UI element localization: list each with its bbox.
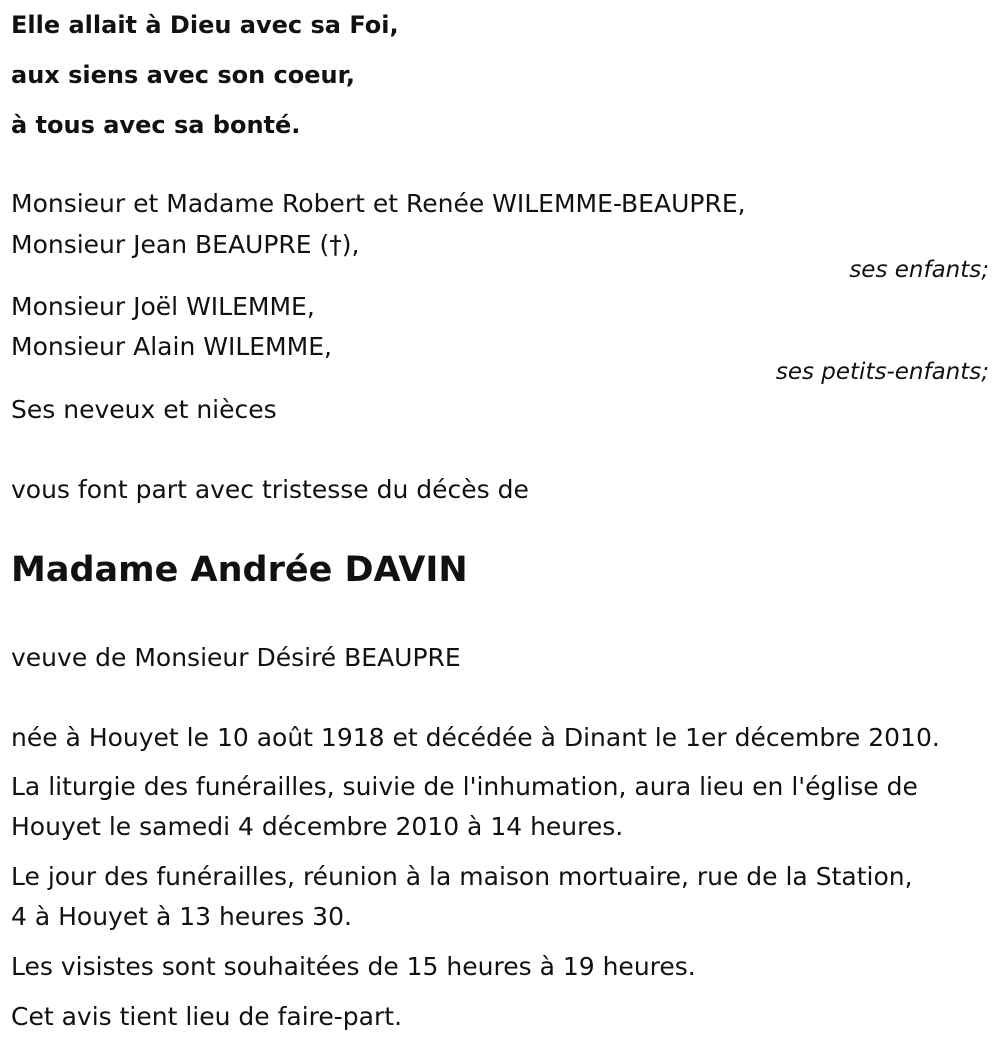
announcement-line: vous font part avec tristesse du décès de xyxy=(11,475,529,504)
detail-line-6: Les visistes sont souhaitées de 15 heures à 19 heures. xyxy=(11,952,696,981)
child-name-2: Monsieur Jean BEAUPRE (†), xyxy=(11,230,360,259)
epigraph-line-1: Elle allait à Dieu avec sa Foi, xyxy=(11,11,399,39)
detail-line-5: 4 à Houyet à 13 heures 30. xyxy=(11,902,352,931)
child-name-1: Monsieur et Madame Robert et Renée WILEMME-BEAUPRE, xyxy=(11,189,746,218)
deceased-name: Madame Andrée DAVIN xyxy=(11,550,468,590)
grandchild-name-1: Monsieur Joël WILEMME, xyxy=(11,292,315,321)
detail-line-4: Le jour des funérailles, réunion à la maison mortuaire, rue de la Station, xyxy=(11,862,913,891)
relatives-line: Ses neveux et nièces xyxy=(11,395,277,424)
children-role: ses enfants; xyxy=(849,257,989,283)
detail-line-2: La liturgie des funérailles, suivie de l'inhumation, aura lieu en l'église de xyxy=(11,772,918,801)
detail-line-3: Houyet le samedi 4 décembre 2010 à 14 heures. xyxy=(11,812,624,841)
epigraph-line-3: à tous avec sa bonté. xyxy=(11,111,301,139)
grandchild-name-2: Monsieur Alain WILEMME, xyxy=(11,332,332,361)
detail-line-7: Cet avis tient lieu de faire-part. xyxy=(11,1002,403,1031)
grandchildren-role: ses petits-enfants; xyxy=(775,359,989,385)
widow-of-line: veuve de Monsieur Désiré BEAUPRE xyxy=(11,643,461,672)
detail-line-1: née à Houyet le 10 août 1918 et décédée à Dinant le 1er décembre 2010. xyxy=(11,723,940,752)
epigraph-line-2: aux siens avec son coeur, xyxy=(11,61,356,89)
